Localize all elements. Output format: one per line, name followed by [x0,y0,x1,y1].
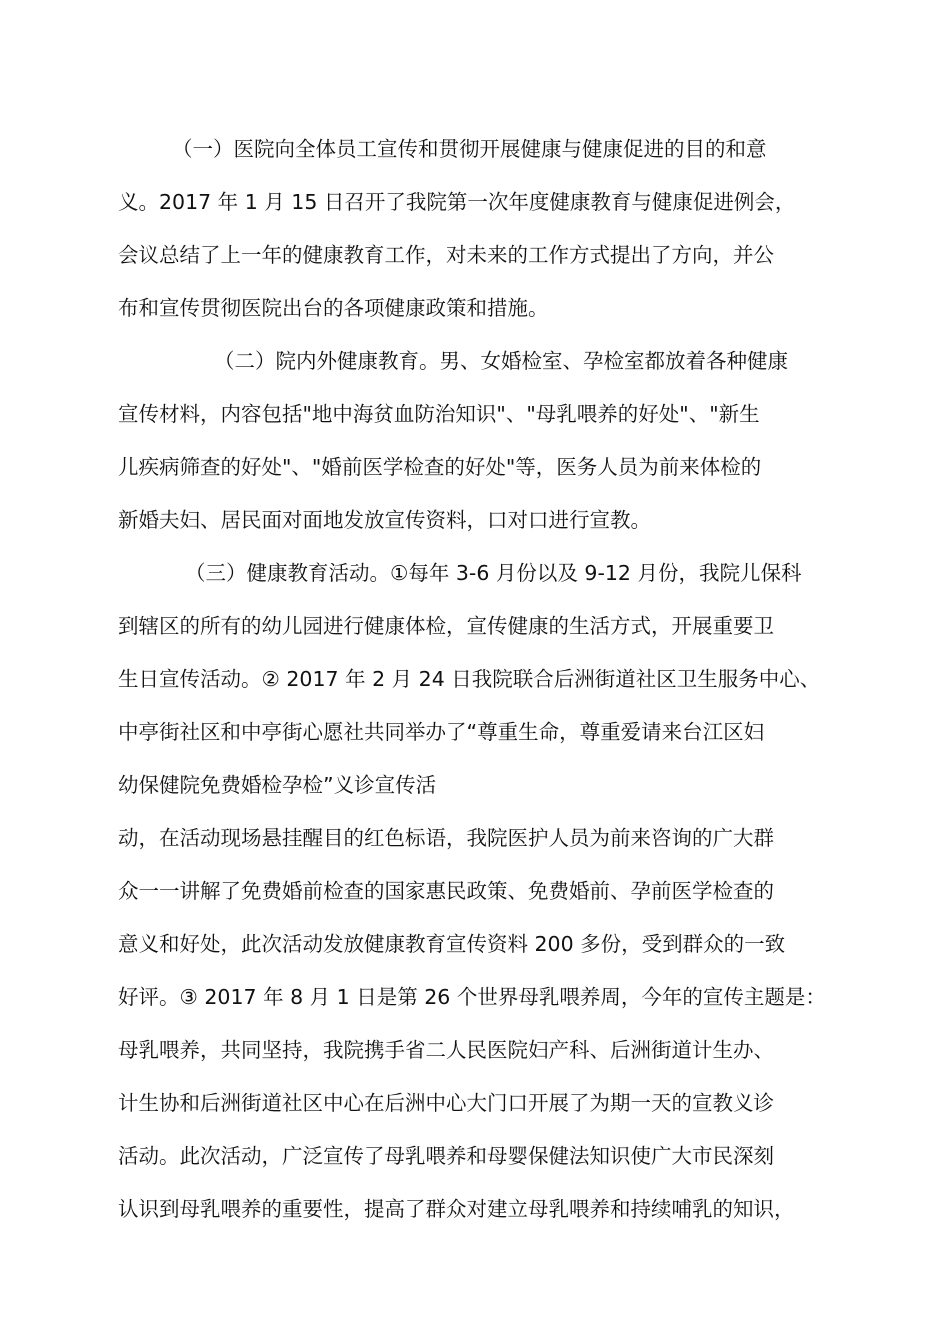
text-line: 计生协和后洲街道社区中心在后洲中心大门口开展了为期一天的宣教义诊 [118,1091,774,1115]
text-line: 义。2017 年 1 月 15 日召开了我院第一次年度健康教育与健康促进例会， [118,190,796,214]
text-line: 新婚夫妇、居民面对面地发放宣传资料，口对口进行宣教。 [118,508,651,532]
text-line: 众一一讲解了免费婚前检查的国家惠民政策、免费婚前、孕前医学检查的 [118,879,774,903]
text-line: 活动。此次活动，广泛宣传了母乳喂养和母婴保健法知识使广大市民深刻 [118,1144,774,1168]
text-line: 母乳喂养，共同坚持，我院携手省二人民医院妇产科、后洲街道计生办、 [118,1038,774,1062]
text-line: （三）健康教育活动。①每年 3-6 月份以及 9-12 月份，我院儿保科 [185,561,802,585]
text-line: 动，在活动现场悬挂醒目的红色标语，我院医护人员为前来咨询的广大群 [118,826,774,850]
text-line: 布和宣传贯彻医院出台的各项健康政策和措施。 [118,296,549,320]
text-line: 认识到母乳喂养的重要性，提高了群众对建立母乳喂养和持续哺乳的知识， [118,1197,795,1221]
text-line: 意义和好处，此次活动发放健康教育宣传资料 200 多份，受到群众的一致 [118,932,786,956]
text-line: 会议总结了上一年的健康教育工作，对未来的工作方式提出了方向，并公 [118,243,774,267]
text-line: 宣传材料，内容包括"地中海贫血防治知识"、"母乳喂养的好处"、"新生 [118,402,760,426]
text-line: 中亭街社区和中亭街心愿社共同举办了“尊重生命，尊重爱请来台江区妇 [118,720,765,744]
text-line: 儿疾病筛查的好处"、"婚前医学检查的好处"等，医务人员为前来体检的 [118,455,762,479]
text-line: 好评。③ 2017 年 8 月 1 日是第 26 个世界母乳喂养周，今年的宣传主题是： [118,985,826,1009]
text-line: （一）医院向全体员工宣传和贯彻开展健康与健康促进的目的和意 [172,137,767,161]
text-line: 生日宣传活动。② 2017 年 2 月 24 日我院联合后洲街道社区卫生服务中心、 [118,667,821,691]
text-line: （二）院内外健康教育。男、女婚检室、孕检室都放着各种健康 [214,349,788,373]
text-line: 幼保健院免费婚检孕检”义诊宣传活 [118,773,437,797]
text-line: 到辖区的所有的幼儿园进行健康体检，宣传健康的生活方式，开展重要卫 [118,614,774,638]
